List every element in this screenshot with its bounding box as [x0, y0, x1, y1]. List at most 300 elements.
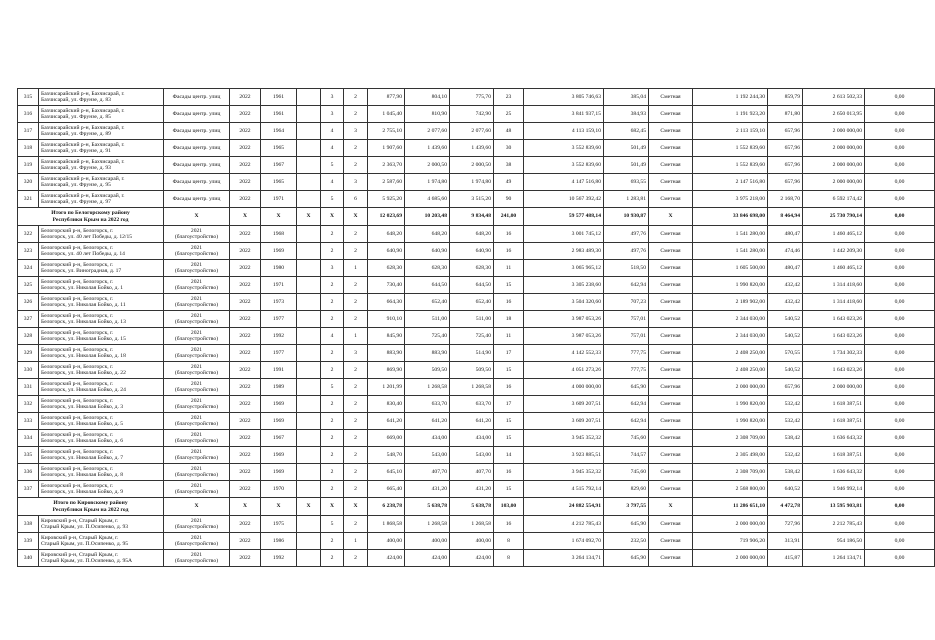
address-cell — [39, 533, 164, 550]
built-year-cell: 1968 — [261, 226, 297, 243]
blank-cell: X — [297, 498, 321, 516]
address-cell — [39, 294, 164, 311]
fund-amount-cell: 1 192 244,30 — [693, 89, 768, 106]
entrances-cell: 6 — [344, 191, 368, 208]
work-type-cell: X — [164, 208, 230, 226]
entrances-cell: 2 — [344, 277, 368, 294]
program-year-cell: 2022 — [230, 191, 261, 208]
address-line-2: Белогорск, ул. Виноградная, д. 17 — [41, 268, 122, 274]
built-year-cell: 1961 — [261, 106, 297, 123]
owners-amount-cell: 1 734 302,33 — [803, 345, 865, 362]
floors-cell: 2 — [321, 550, 344, 567]
living-area-cell: 628,30 — [405, 260, 450, 277]
other-cell: 0,00 — [865, 89, 935, 106]
address-cell — [39, 396, 164, 413]
table-row — [18, 447, 935, 464]
total-area-cell: 845,90 — [368, 328, 405, 345]
other-cell: 0,00 — [865, 328, 935, 345]
blank-cell — [297, 260, 321, 277]
address-line-1: Белогорский р-н, Белогорск, г. — [41, 329, 114, 336]
built-year-cell: 1971 — [261, 277, 297, 294]
address-line-2: Белогорск, ул. Николая Бойко, д. 1 — [41, 285, 124, 291]
built-year-cell: 1980 — [261, 260, 297, 277]
floors-cell: 2 — [321, 533, 344, 550]
limit-cost-cell: 432,42 — [768, 294, 803, 311]
fund-amount-cell: 1 552 839,60 — [693, 157, 768, 174]
fund-amount-cell: 1 605 500,00 — [693, 260, 768, 277]
residents-cell: 16 — [494, 243, 524, 260]
program-year-cell: 2022 — [230, 396, 261, 413]
work-line-1: 2021 — [190, 517, 203, 524]
living-area-cell: 883,90 — [405, 345, 450, 362]
work-type-cell — [164, 243, 230, 260]
table-row — [18, 191, 935, 208]
other-cell: 0,00 — [865, 277, 935, 294]
work-line-2: (благоустройство) — [174, 404, 219, 410]
unit-cost-cell: 645,90 — [604, 379, 649, 396]
owners-amount-cell: 1 314 418,60 — [803, 277, 865, 294]
blank-cell — [297, 140, 321, 157]
repair-cost-cell: 59 577 488,14 — [524, 208, 604, 226]
entrances-cell: 2 — [344, 447, 368, 464]
total-area-cell: 1 201,99 — [368, 379, 405, 396]
other-cell: 0,00 — [865, 550, 935, 567]
address-line-1: Белогорский р-н, Белогорск, г. — [41, 346, 114, 353]
living-area-cell: 400,00 — [405, 533, 450, 550]
floors-cell: 2 — [321, 413, 344, 430]
method-cell: Сметная — [649, 243, 693, 260]
work-type-cell — [164, 260, 230, 277]
method-cell: Сметная — [649, 379, 693, 396]
row-number-cell: 328 — [18, 328, 39, 345]
entrances-cell: X — [344, 498, 368, 516]
method-cell: Сметная — [649, 311, 693, 328]
address-cell — [39, 140, 164, 157]
repair-cost-cell: 3 609 207,51 — [524, 396, 604, 413]
address-line-2: Старый Крым, ул. П.Осипенко, д. 93 — [41, 524, 129, 530]
residents-cell: 8 — [494, 550, 524, 567]
work-line-2: (благоустройство) — [174, 472, 219, 478]
program-year-cell: 2022 — [230, 243, 261, 260]
total-area-cell: 2 587,60 — [368, 174, 405, 191]
repair-cost-cell: 3 945 352,32 — [524, 430, 604, 447]
entrances-cell: 2 — [344, 516, 368, 533]
work-line-1: 2021 — [190, 278, 203, 285]
address-cell — [39, 328, 164, 345]
unit-cost-cell: 777,75 — [604, 345, 649, 362]
residential-area-cell: 5 638,78 — [450, 498, 494, 516]
work-type-cell: Фасады центр. улиц — [164, 89, 230, 106]
method-cell: Сметная — [649, 396, 693, 413]
built-year-cell: 1965 — [261, 140, 297, 157]
work-line-1: 2021 — [190, 534, 203, 541]
entrances-cell: 2 — [344, 106, 368, 123]
living-area-cell: 633,70 — [405, 396, 450, 413]
address-line-2: Белогорск, ул. Николая Бойко, д. 13 — [41, 319, 126, 325]
floors-cell: 2 — [321, 447, 344, 464]
owners-amount-cell: 1 636 643,32 — [803, 430, 865, 447]
residential-area-cell: 633,70 — [450, 396, 494, 413]
district-total-row — [18, 208, 935, 226]
residential-area-cell: 641,20 — [450, 413, 494, 430]
address-line-2: Белогорск, ул. 40 лет Победы, д. 12/15 — [41, 234, 133, 240]
residents-cell: 11 — [494, 328, 524, 345]
residents-cell: 17 — [494, 396, 524, 413]
built-year-cell: 1992 — [261, 550, 297, 567]
built-year-cell: 1973 — [261, 294, 297, 311]
fund-amount-cell: 2 000 000,00 — [693, 550, 768, 567]
address-line-1: Бахчисарайский р-н, Бахчисарай, г. — [41, 90, 125, 97]
living-area-cell: 641,20 — [405, 413, 450, 430]
blank-cell — [297, 311, 321, 328]
limit-cost-cell: 480,47 — [768, 260, 803, 277]
total-area-cell: 1 045,40 — [368, 106, 405, 123]
row-number-cell: 338 — [18, 516, 39, 533]
register-table — [17, 88, 935, 567]
owners-amount-cell: 1 636 643,32 — [803, 464, 865, 481]
unit-cost-cell: 777,75 — [604, 362, 649, 379]
entrances-cell: 1 — [344, 533, 368, 550]
limit-cost-cell: 532,42 — [768, 447, 803, 464]
address-cell — [39, 413, 164, 430]
program-year-cell: 2022 — [230, 260, 261, 277]
blank-cell — [297, 379, 321, 396]
work-type-cell — [164, 481, 230, 498]
living-area-cell: 543,00 — [405, 447, 450, 464]
address-cell — [39, 157, 164, 174]
residential-area-cell: 407,70 — [450, 464, 494, 481]
address-line-1: Белогорский р-н, Белогорск, г. — [41, 244, 114, 251]
address-line-2: Белогорск, ул. Николая Бойко, д. 15 — [41, 336, 126, 342]
method-cell: Сметная — [649, 328, 693, 345]
work-type-cell: Фасады центр. улиц — [164, 157, 230, 174]
owners-amount-cell: 2 000 000,00 — [803, 140, 865, 157]
fund-amount-cell: 2 408 250,00 — [693, 345, 768, 362]
residents-cell: 15 — [494, 413, 524, 430]
living-area-cell: 1 268,58 — [405, 379, 450, 396]
fund-amount-cell: 2 308 709,00 — [693, 464, 768, 481]
table-row — [18, 345, 935, 362]
work-line-2: (благоустройство) — [174, 319, 219, 325]
repair-cost-cell: 24 882 554,91 — [524, 498, 604, 516]
owners-amount-cell: 1 460 465,12 — [803, 226, 865, 243]
built-year-cell: X — [261, 208, 297, 226]
address-line-1: Бахчисарайский р-н, Бахчисарай, г. — [41, 158, 125, 165]
work-line-1: 2021 — [190, 312, 203, 319]
entrances-cell: 2 — [344, 464, 368, 481]
method-cell: Сметная — [649, 106, 693, 123]
blank-cell — [297, 362, 321, 379]
address-cell — [39, 481, 164, 498]
method-cell: Сметная — [649, 516, 693, 533]
repair-cost-cell: 3 504 320,60 — [524, 294, 604, 311]
repair-cost-cell: 3 552 839,60 — [524, 140, 604, 157]
method-cell: Сметная — [649, 226, 693, 243]
address-line-1: Бахчисарайский р-н, Бахчисарай, г. — [41, 192, 125, 199]
address-cell — [39, 362, 164, 379]
method-cell: Сметная — [649, 89, 693, 106]
limit-cost-cell: 432,42 — [768, 277, 803, 294]
program-year-cell: 2022 — [230, 533, 261, 550]
living-area-cell: 810,90 — [405, 106, 450, 123]
total-area-cell: 2 755,10 — [368, 123, 405, 140]
table-row — [18, 481, 935, 498]
address-line-1: Белогорский р-н, Белогорск, г. — [41, 431, 114, 438]
program-year-cell: 2022 — [230, 362, 261, 379]
program-year-cell: 2022 — [230, 345, 261, 362]
fund-amount-cell: 2 000 000,00 — [693, 379, 768, 396]
residents-cell: 16 — [494, 294, 524, 311]
repair-cost-cell: 3 065 965,12 — [524, 260, 604, 277]
residents-cell: 15 — [494, 277, 524, 294]
work-type-cell — [164, 396, 230, 413]
repair-cost-cell: 4 142 552,33 — [524, 345, 604, 362]
limit-cost-cell: 540,52 — [768, 328, 803, 345]
address-line-2: Старый Крым, ул. П.Осипенко, д. 95 — [41, 541, 129, 547]
row-number-cell: 340 — [18, 550, 39, 567]
built-year-cell: 1991 — [261, 362, 297, 379]
floors-cell: 3 — [321, 106, 344, 123]
repair-cost-cell: 10 567 392,42 — [524, 191, 604, 208]
repair-cost-cell: 3 001 745,12 — [524, 226, 604, 243]
method-cell: Сметная — [649, 294, 693, 311]
floors-cell: 2 — [321, 430, 344, 447]
address-line-1: Белогорский р-н, Белогорск, г. — [41, 397, 114, 404]
row-number-cell: 324 — [18, 260, 39, 277]
residents-cell: 30 — [494, 140, 524, 157]
living-area-cell: 652,40 — [405, 294, 450, 311]
limit-cost-cell: 657,96 — [768, 174, 803, 191]
built-year-cell: 1969 — [261, 413, 297, 430]
floors-cell: 2 — [321, 294, 344, 311]
address-line-2: Белогорск, ул. Николая Бойко, д. 3 — [41, 404, 124, 410]
floors-cell: 2 — [321, 464, 344, 481]
other-cell: 0,00 — [865, 430, 935, 447]
repair-cost-cell: 4 000 000,00 — [524, 379, 604, 396]
owners-amount-cell: 1 643 023,26 — [803, 311, 865, 328]
repair-cost-cell: 3 609 207,51 — [524, 413, 604, 430]
table-row — [18, 106, 935, 123]
total-area-cell: 910,10 — [368, 311, 405, 328]
living-area-cell: 407,70 — [405, 464, 450, 481]
total-area-cell: 830,40 — [368, 396, 405, 413]
total-area-cell: 730,40 — [368, 277, 405, 294]
unit-cost-cell: 642,94 — [604, 413, 649, 430]
repair-cost-cell: 4 051 273,26 — [524, 362, 604, 379]
address-line-1: Кировский р-н, Старый Крым, г. — [41, 517, 119, 524]
residential-area-cell: 543,00 — [450, 447, 494, 464]
address-line-1: Белогорский р-н, Белогорск, г. — [41, 482, 114, 489]
residents-cell: 38 — [494, 157, 524, 174]
address-line-1: Бахчисарайский р-н, Бахчисарай, г. — [41, 107, 125, 114]
total-area-cell: 6 238,78 — [368, 498, 405, 516]
other-cell: 0,00 — [865, 533, 935, 550]
row-number-cell: 321 — [18, 191, 39, 208]
blank-cell: X — [297, 208, 321, 226]
table-row — [18, 294, 935, 311]
program-year-cell: 2022 — [230, 311, 261, 328]
other-cell: 0,00 — [865, 311, 935, 328]
blank-cell — [297, 464, 321, 481]
method-cell: X — [649, 208, 693, 226]
repair-cost-cell: 3 987 053,26 — [524, 328, 604, 345]
limit-cost-cell: 313,91 — [768, 533, 803, 550]
built-year-cell: 1969 — [261, 396, 297, 413]
owners-amount-cell: 13 595 903,81 — [803, 498, 865, 516]
address-line-1: Кировский р-н, Старый Крым, г. — [41, 534, 119, 541]
row-number-cell: 319 — [18, 157, 39, 174]
other-cell: 0,00 — [865, 379, 935, 396]
residents-cell: 16 — [494, 516, 524, 533]
fund-amount-cell: 2 189 902,00 — [693, 294, 768, 311]
address-cell — [39, 243, 164, 260]
fund-amount-cell: 1 990 820,00 — [693, 413, 768, 430]
address-line-2: Бахчисарай, ул. Фрунзе, д. 97 — [41, 199, 111, 205]
floors-cell: 2 — [321, 481, 344, 498]
fund-amount-cell: 1 552 839,60 — [693, 140, 768, 157]
row-number-cell: 333 — [18, 413, 39, 430]
residents-cell: 17 — [494, 345, 524, 362]
work-line-1: 2021 — [190, 346, 203, 353]
other-cell: 0,00 — [865, 140, 935, 157]
limit-cost-cell: 727,96 — [768, 516, 803, 533]
residents-cell: 8 — [494, 533, 524, 550]
unit-cost-cell: 518,50 — [604, 260, 649, 277]
work-line-2: (благоустройство) — [174, 541, 219, 547]
limit-cost-cell: 4 472,78 — [768, 498, 803, 516]
row-number-cell: 322 — [18, 226, 39, 243]
entrances-cell: 2 — [344, 140, 368, 157]
unit-cost-cell: 501,49 — [604, 157, 649, 174]
work-type-cell: X — [164, 498, 230, 516]
other-cell: 0,00 — [865, 174, 935, 191]
repair-cost-cell: 3 805 746,63 — [524, 89, 604, 106]
address-cell — [39, 174, 164, 191]
district-total-row — [18, 498, 935, 516]
program-year-cell: 2022 — [230, 413, 261, 430]
address-line-2: Белогорск, ул. Николая Бойко, д. 6 — [41, 438, 124, 444]
table-row — [18, 89, 935, 106]
residential-area-cell: 2 000,50 — [450, 157, 494, 174]
entrances-cell: 2 — [344, 379, 368, 396]
table-row — [18, 533, 935, 550]
method-cell: X — [649, 498, 693, 516]
address-line-1: Белогорский р-н, Белогорск, г. — [41, 295, 114, 302]
fund-amount-cell: 2 000 000,00 — [693, 516, 768, 533]
address-line-2: Белогорск, ул. Николая Бойко, д. 7 — [41, 455, 124, 461]
floors-cell: 2 — [321, 396, 344, 413]
program-year-cell: 2022 — [230, 140, 261, 157]
limit-cost-cell: 532,42 — [768, 413, 803, 430]
work-line-2: (благоустройство) — [174, 251, 219, 257]
owners-amount-cell: 954 186,50 — [803, 533, 865, 550]
floors-cell: 2 — [321, 311, 344, 328]
owners-amount-cell: 1 264 134,71 — [803, 550, 865, 567]
residential-area-cell: 640,90 — [450, 243, 494, 260]
register-sheet — [17, 88, 935, 567]
row-number-cell: 331 — [18, 379, 39, 396]
other-cell: 0,00 — [865, 362, 935, 379]
unit-cost-cell: 745,60 — [604, 464, 649, 481]
other-cell: 0,00 — [865, 157, 935, 174]
total-area-cell: 648,20 — [368, 226, 405, 243]
method-cell: Сметная — [649, 140, 693, 157]
repair-cost-cell: 4 113 159,10 — [524, 123, 604, 140]
blank-cell — [297, 516, 321, 533]
row-number-cell: 327 — [18, 311, 39, 328]
method-cell: Сметная — [649, 260, 693, 277]
blank-cell — [297, 174, 321, 191]
residents-cell: 11 — [494, 260, 524, 277]
entrances-cell: 2 — [344, 89, 368, 106]
fund-amount-cell: 2 344 030,00 — [693, 311, 768, 328]
total-area-cell: 5 925,20 — [368, 191, 405, 208]
blank-cell — [297, 430, 321, 447]
method-cell: Сметная — [649, 345, 693, 362]
address-line-1: Белогорский р-н, Белогорск, г. — [41, 312, 114, 319]
built-year-cell: 1977 — [261, 311, 297, 328]
limit-cost-cell: 2 168,70 — [768, 191, 803, 208]
row-number-cell: 320 — [18, 174, 39, 191]
entrances-cell: X — [344, 208, 368, 226]
work-line-1: 2021 — [190, 380, 203, 387]
work-type-cell: Фасады центр. улиц — [164, 106, 230, 123]
unit-cost-cell: 645,90 — [604, 516, 649, 533]
program-year-cell: 2022 — [230, 481, 261, 498]
owners-amount-cell: 2 000 000,00 — [803, 379, 865, 396]
row-number-cell: 339 — [18, 533, 39, 550]
living-area-cell: 804,10 — [405, 89, 450, 106]
built-year-cell: 1967 — [261, 157, 297, 174]
method-cell: Сметная — [649, 533, 693, 550]
repair-cost-cell: 3 552 839,60 — [524, 157, 604, 174]
work-line-1: 2021 — [190, 465, 203, 472]
repair-cost-cell: 3 305 238,60 — [524, 277, 604, 294]
unit-cost-cell: 745,60 — [604, 430, 649, 447]
address-cell — [39, 379, 164, 396]
other-cell: 0,00 — [865, 447, 935, 464]
limit-cost-cell: 538,42 — [768, 464, 803, 481]
program-year-cell: 2022 — [230, 447, 261, 464]
address-line-2: Белогорск, ул. Николая Бойко, д. 8 — [41, 472, 124, 478]
owners-amount-cell: 1 643 023,26 — [803, 328, 865, 345]
row-number-cell: 330 — [18, 362, 39, 379]
limit-cost-cell: 859,79 — [768, 89, 803, 106]
address-line-1: Бахчисарайский р-н, Бахчисарай, г. — [41, 141, 125, 148]
work-type-cell: Фасады центр. улиц — [164, 123, 230, 140]
total-area-cell: 1 868,58 — [368, 516, 405, 533]
owners-amount-cell: 1 314 418,60 — [803, 294, 865, 311]
owners-amount-cell: 1 442 209,30 — [803, 243, 865, 260]
blank-cell — [297, 533, 321, 550]
residential-area-cell: 628,30 — [450, 260, 494, 277]
address-line-1: Бахчисарайский р-н, Бахчисарай, г. — [41, 175, 125, 182]
built-year-cell: 1971 — [261, 191, 297, 208]
residential-area-cell: 652,40 — [450, 294, 494, 311]
total-label-line-2: Республики Крым на 2022 год — [52, 506, 129, 513]
blank-cell — [297, 157, 321, 174]
blank-cell — [297, 226, 321, 243]
unit-cost-cell: 1 283,81 — [604, 191, 649, 208]
living-area-cell: 648,20 — [405, 226, 450, 243]
work-line-1: 2021 — [190, 261, 203, 268]
address-line-1: Белогорский р-н, Белогорск, г. — [41, 261, 114, 268]
work-type-cell: Фасады центр. улиц — [164, 191, 230, 208]
address-cell — [39, 464, 164, 481]
table-row — [18, 123, 935, 140]
limit-cost-cell: 570,55 — [768, 345, 803, 362]
work-type-cell — [164, 516, 230, 533]
